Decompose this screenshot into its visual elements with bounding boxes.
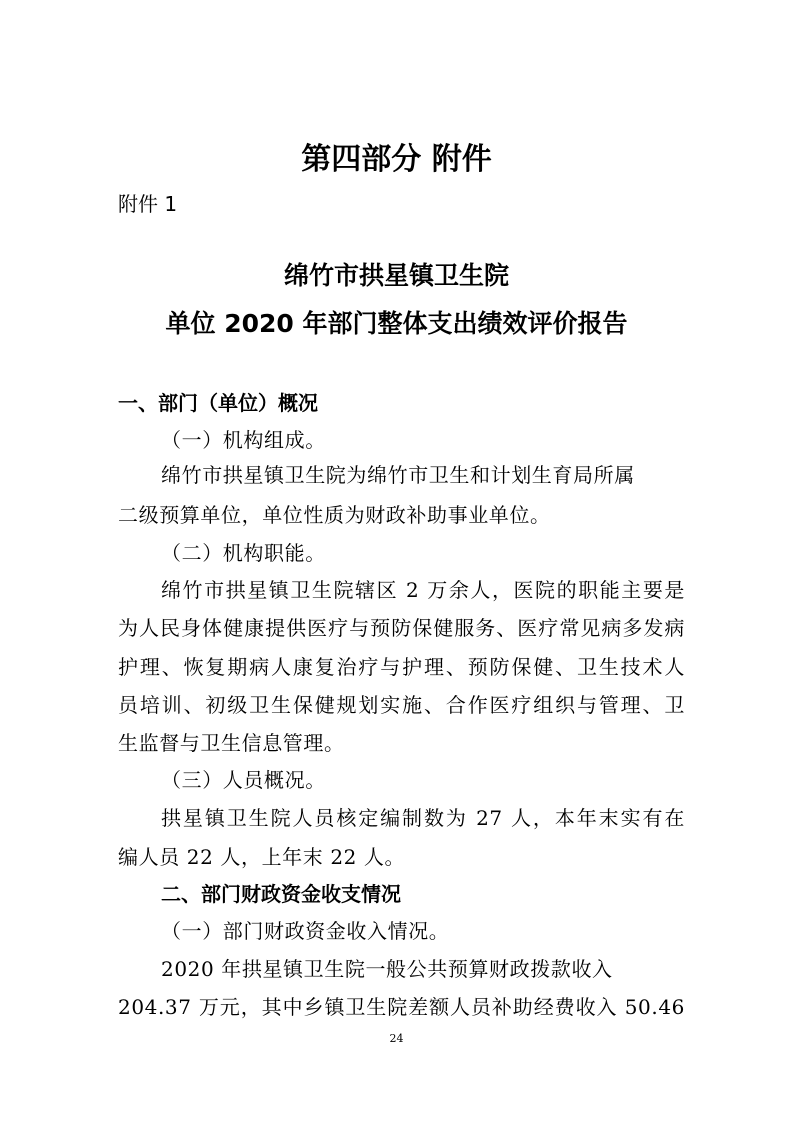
part-title: 第四部分 附件 xyxy=(301,142,492,177)
section2-heading: 二、部门财政资金收支情况 xyxy=(161,882,401,906)
paragraph-line: 为人民身体健康提供医疗与预防保健服务、医疗常见病多发病 xyxy=(118,616,685,640)
paragraph-line: 2020 年拱星镇卫生院一般公共预算财政拨款收入 xyxy=(161,957,613,981)
section1-heading: 一、部门（单位）概况 xyxy=(118,391,318,415)
page-number: 24 xyxy=(389,1032,404,1045)
section1-sub2-heading: （二）机构职能。 xyxy=(161,541,326,565)
paragraph-line: 员培训、初级卫生保健规划实施、合作医疗组织与管理、卫 xyxy=(118,693,685,717)
paragraph-line: 绵竹市拱星镇卫生院为绵竹市卫生和计划生育局所属 xyxy=(161,463,635,487)
paragraph-line: 204.37 万元，其中乡镇卫生院差额人员补助经费收入 50.46 xyxy=(118,995,685,1019)
report-title-line-1: 绵竹市拱星镇卫生院 xyxy=(283,261,509,290)
report-title-line-2: 单位 2020 年部门整体支出绩效评价报告 xyxy=(165,309,628,338)
paragraph-line: 编人员 22 人，上年末 22 人。 xyxy=(118,845,406,869)
paragraph-line: 拱星镇卫生院人员核定编制数为 27 人，本年末实有在 xyxy=(161,806,685,830)
paragraph-line: 生监督与卫生信息管理。 xyxy=(118,731,345,755)
paragraph-line: 护理、恢复期病人康复治疗与护理、预防保健、卫生技术人 xyxy=(118,655,685,679)
paragraph-line: 二级预算单位，单位性质为财政补助事业单位。 xyxy=(118,503,551,527)
section2-sub1-heading: （一）部门财政资金收入情况。 xyxy=(161,919,450,943)
section1-sub1-heading: （一）机构组成。 xyxy=(161,428,326,452)
section1-sub3-heading: （三）人员概况。 xyxy=(161,768,326,792)
attachment-label: 附件 1 xyxy=(118,192,178,216)
paragraph-line: 绵竹市拱星镇卫生院辖区 2 万余人，医院的职能主要是 xyxy=(161,578,685,602)
